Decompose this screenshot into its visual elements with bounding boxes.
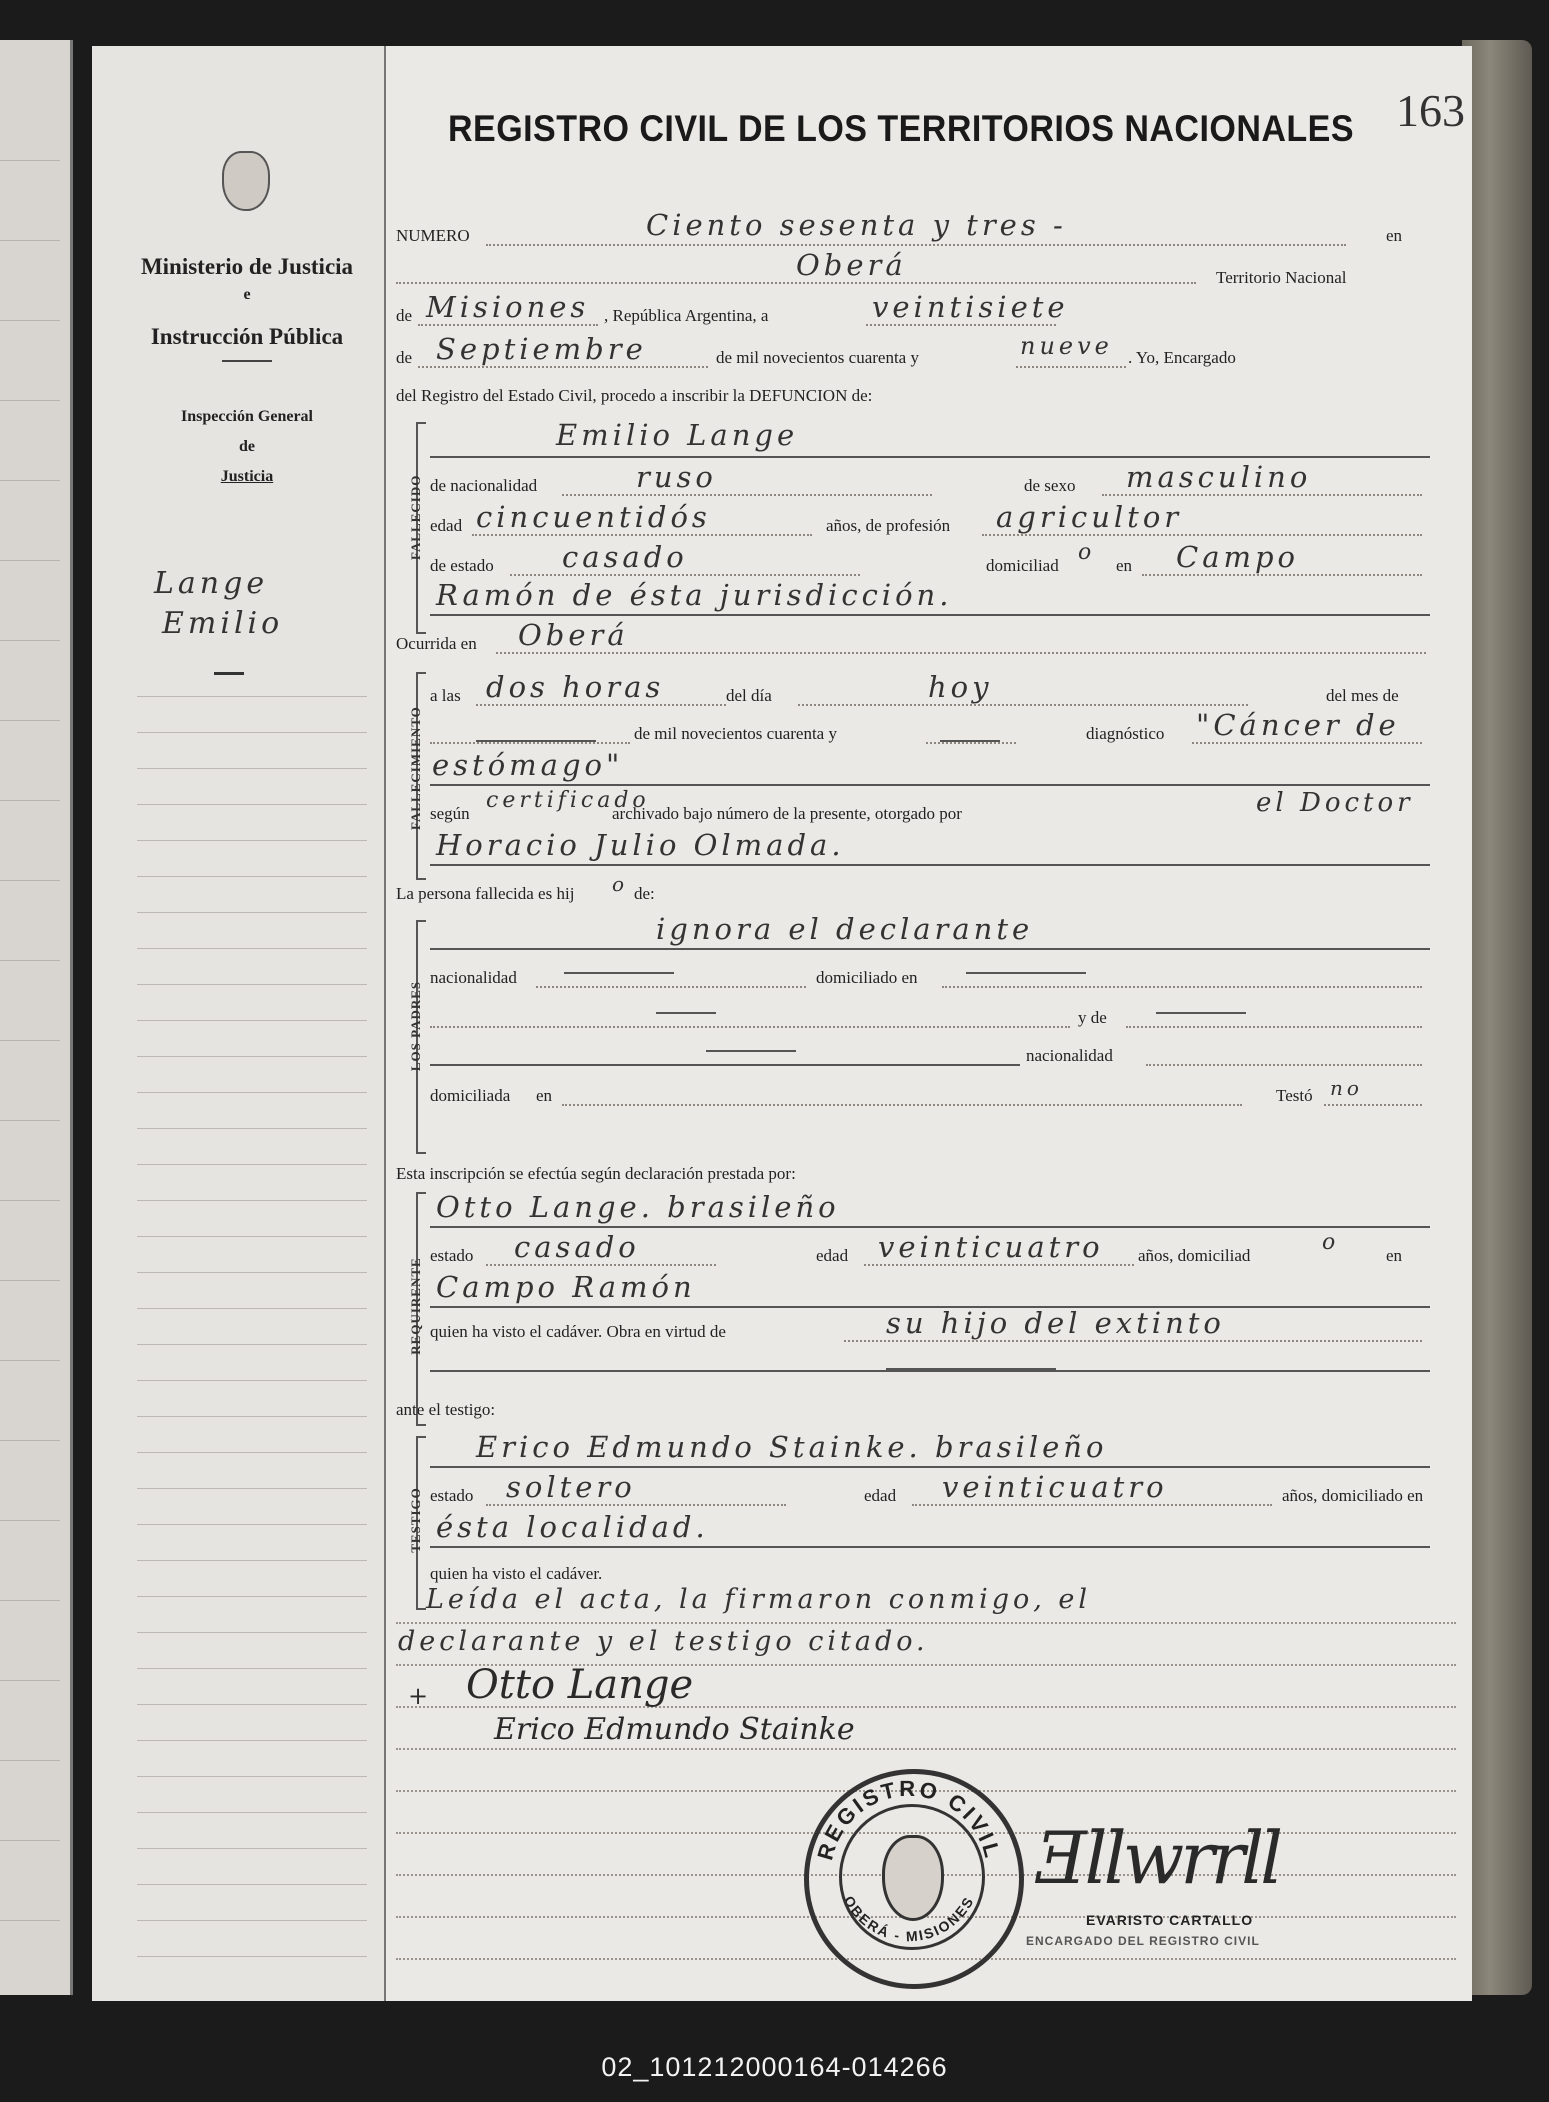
label-req-anios: años, domiciliad bbox=[1138, 1246, 1251, 1265]
side-label-fallecimiento: FALLECIMIENTO bbox=[408, 706, 423, 830]
label-del-dia: del día bbox=[726, 686, 772, 705]
label-en-2: en bbox=[536, 1086, 553, 1105]
hw-domicilio2: Ramón de ésta jurisdicción. bbox=[436, 578, 953, 612]
hw-dia: veintisiete bbox=[872, 290, 1069, 324]
previous-page-edge bbox=[0, 40, 73, 1995]
hw-closing2: declarante y el testigo citado. bbox=[398, 1626, 929, 1657]
hw-test-estado: soltero bbox=[506, 1470, 636, 1504]
label-diagnostico: diagnóstico bbox=[1086, 724, 1165, 743]
hw-domicilio1: Campo bbox=[1176, 540, 1300, 574]
hw-testo: no bbox=[1330, 1076, 1363, 1100]
hw-declarante: Otto Lange. brasileño bbox=[436, 1190, 840, 1224]
label-nacionalidad2: nacionalidad bbox=[430, 968, 517, 987]
ministry-divider bbox=[222, 360, 272, 362]
hw-domiciliado-suffix: o bbox=[1078, 540, 1096, 565]
hw-diagnostico2: estómago" bbox=[432, 748, 624, 782]
hw-otorgado1: el Doctor bbox=[1256, 788, 1414, 818]
officer-title-stamp: ENCARGADO DEL REGISTRO CIVIL bbox=[1026, 1934, 1260, 1948]
hw-ocurrida: Oberá bbox=[518, 618, 629, 652]
label-req-edad: edad bbox=[816, 1246, 849, 1265]
label-nacionalidad3: nacionalidad bbox=[1026, 1046, 1113, 1065]
hw-nacionalidad: ruso bbox=[636, 460, 717, 494]
register-page bbox=[92, 46, 1472, 2001]
page-number: 163 bbox=[1396, 85, 1465, 136]
label-de-1: de bbox=[396, 306, 413, 325]
label-persona-de: de: bbox=[634, 884, 655, 903]
label-mil-nov2: de mil novecientos cuarenta y bbox=[634, 724, 837, 743]
hw-anio: nueve bbox=[1020, 332, 1113, 360]
hw-lugar: Oberá bbox=[796, 248, 907, 282]
hw-territorio: Misiones bbox=[426, 290, 590, 324]
hw-req-edad: veinticuatro bbox=[878, 1230, 1104, 1264]
margin-surname: Lange bbox=[154, 566, 269, 601]
hw-segun: certificado bbox=[486, 788, 650, 813]
image-caption: 02_101212000164-014266 bbox=[601, 2052, 948, 2082]
label-segun: según bbox=[430, 804, 470, 823]
side-label-requirente: REQUIRENTE bbox=[408, 1257, 423, 1355]
label-republica: , República Argentina, a bbox=[604, 306, 769, 325]
hw-dia-fall: hoy bbox=[928, 670, 993, 704]
seal-inner-ring bbox=[839, 1804, 985, 1950]
registro-civil-seal bbox=[804, 1769, 1024, 1989]
margin-mark bbox=[214, 672, 244, 675]
hw-req-virtud: su hijo del extinto bbox=[886, 1306, 1225, 1340]
signature-cross: + bbox=[408, 1682, 429, 1710]
hw-testigo-nombre: Erico Edmundo Stainke. brasileño bbox=[476, 1430, 1108, 1464]
label-test-anios: años, domiciliado en bbox=[1282, 1486, 1424, 1505]
hw-req-domicilio: Campo Ramón bbox=[436, 1270, 696, 1304]
label-inscribir: del Registro del Estado Civil, procedo a inscribir la DEFUNCION de: bbox=[396, 386, 873, 405]
hw-edad: cincuentidós bbox=[476, 500, 711, 534]
label-numero: NUMERO bbox=[396, 226, 470, 245]
signature-declarante: Otto Lange bbox=[466, 1662, 694, 1708]
book-binding bbox=[1462, 40, 1532, 1995]
margin-given-name: Emilio bbox=[162, 606, 284, 641]
record-body bbox=[386, 46, 1472, 2001]
seal-bottom-text: OBERÁ - MISIONES bbox=[840, 1893, 978, 1945]
hw-test-edad: veinticuatro bbox=[942, 1470, 1168, 1504]
hw-hij-suffix: o bbox=[612, 872, 629, 896]
hw-mes: Septiembre bbox=[436, 332, 647, 366]
inspection-line2: Justicia bbox=[220, 468, 274, 485]
label-estado: de estado bbox=[430, 556, 494, 575]
label-req-estado: estado bbox=[430, 1246, 474, 1265]
hw-nombre: Emilio Lange bbox=[556, 418, 799, 452]
hw-req-domiciliado-suffix: o bbox=[1322, 1230, 1340, 1255]
hw-numero: Ciento sesenta y tres - bbox=[646, 208, 1067, 242]
label-a-las: a las bbox=[430, 686, 461, 705]
hw-sexo: masculino bbox=[1126, 460, 1312, 494]
label-visto: quien ha visto el cadáver. Obra en virtud de bbox=[430, 1322, 726, 1341]
label-nacionalidad: de nacionalidad bbox=[430, 476, 538, 495]
label-edad: edad bbox=[430, 516, 463, 535]
label-testo: Testó bbox=[1276, 1086, 1313, 1105]
inspection-line1: Inspección General bbox=[181, 408, 313, 425]
officer-name-stamp: EVARISTO CARTALLO bbox=[1086, 1912, 1254, 1928]
label-en-1: en bbox=[1116, 556, 1133, 575]
label-yo-encargado: . Yo, Encargado bbox=[1128, 348, 1236, 367]
ministry-e: e bbox=[243, 286, 251, 303]
label-de-2: de bbox=[396, 348, 413, 367]
seal-top-text: REGISTRO CIVIL bbox=[812, 1775, 1006, 1863]
label-test-edad: edad bbox=[864, 1486, 897, 1505]
label-territorio: Territorio Nacional bbox=[1216, 268, 1347, 287]
label-test-estado: estado bbox=[430, 1486, 474, 1505]
ministry-line2: Instrucción Pública bbox=[150, 324, 344, 349]
side-label-testigo: TESTIGO bbox=[408, 1487, 423, 1553]
hw-hora: dos horas bbox=[486, 670, 665, 704]
side-label-padres: LOS PADRES bbox=[408, 980, 423, 1072]
label-en: en bbox=[1386, 226, 1403, 245]
label-ante-testigo: ante el testigo: bbox=[396, 1400, 496, 1419]
label-test-visto: quien ha visto el cadáver. bbox=[430, 1564, 603, 1583]
left-margin bbox=[92, 46, 386, 2001]
label-sexo: de sexo bbox=[1024, 476, 1076, 495]
hw-test-domicilio: ésta localidad. bbox=[436, 1510, 709, 1544]
hw-diagnostico1: "Cáncer de bbox=[1196, 708, 1400, 742]
seal-coat-of-arms-icon bbox=[882, 1835, 944, 1921]
label-domiciliad: domiciliad bbox=[986, 556, 1059, 575]
inspection-de: de bbox=[239, 438, 255, 455]
label-ocurrida: Ocurrida en bbox=[396, 634, 477, 653]
hw-req-estado: casado bbox=[514, 1230, 640, 1264]
label-req-en: en bbox=[1386, 1246, 1403, 1265]
label-y-de: y de bbox=[1078, 1008, 1107, 1027]
label-persona-hij: La persona fallecida es hij bbox=[396, 884, 575, 903]
hw-otorgado2: Horacio Julio Olmada. bbox=[436, 828, 845, 862]
label-domiciliado-en: domiciliado en bbox=[816, 968, 918, 987]
label-anios-profesion: años, de profesión bbox=[826, 516, 951, 535]
label-del-mes: del mes de bbox=[1326, 686, 1399, 705]
hw-padres: ignora el declarante bbox=[656, 912, 1034, 946]
ministry-line1: Ministerio de Justicia bbox=[140, 254, 354, 279]
national-crest-icon bbox=[222, 151, 270, 211]
hw-profesion: agricultor bbox=[996, 500, 1183, 534]
page-title: REGISTRO CIVIL DE LOS TERRITORIOS NACIONALES bbox=[448, 108, 1354, 149]
signature-officer-scrawl: Ǝllwrrll bbox=[1036, 1816, 1280, 1900]
label-inscripcion: Esta inscripción se efectúa según declaración prestada por: bbox=[396, 1164, 796, 1183]
hw-closing1: Leída el acta, la firmaron conmigo, el bbox=[426, 1584, 1092, 1615]
label-domiciliada: domiciliada bbox=[430, 1086, 511, 1105]
signature-testigo: Erico Edmundo Stainke bbox=[494, 1712, 855, 1747]
side-label-fallecido: FALLECIDO bbox=[408, 474, 423, 560]
label-archivado: archivado bajo número de la presente, otorgado por bbox=[612, 804, 962, 823]
hw-estado: casado bbox=[562, 540, 688, 574]
label-mil-novecientos: de mil novecientos cuarenta y bbox=[716, 348, 919, 367]
